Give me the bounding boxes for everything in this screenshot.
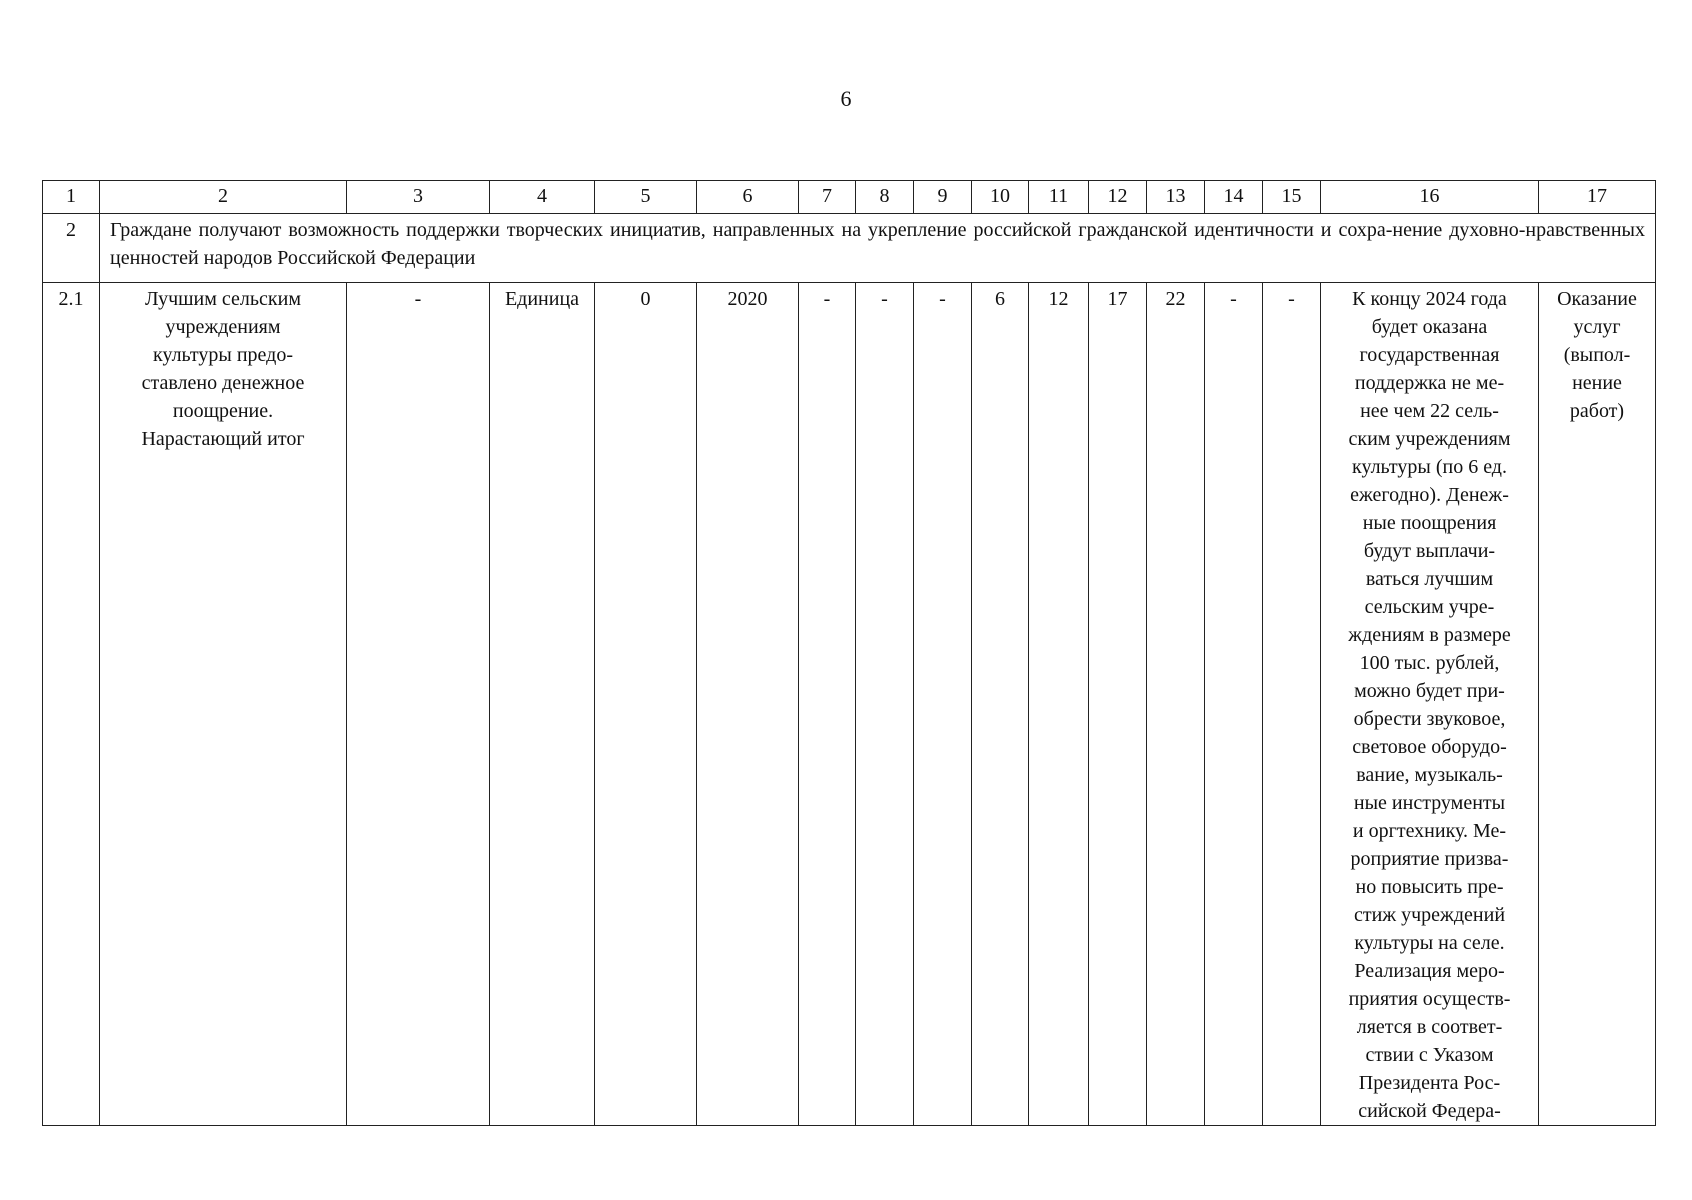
- header-cell-15: 15: [1263, 181, 1321, 214]
- text-line: нее чем 22 сель-: [1360, 400, 1499, 422]
- header-cell-8: 8: [856, 181, 914, 214]
- cell-col-13: 22: [1147, 283, 1205, 1126]
- header-cell-12: 12: [1089, 181, 1147, 214]
- header-cell-11: 11: [1029, 181, 1089, 214]
- text-line: Нарастающий итог: [141, 428, 305, 450]
- text-line: ваться лучшим: [1365, 568, 1494, 590]
- header-cell-13: 13: [1147, 181, 1205, 214]
- cell-col-15: -: [1263, 283, 1321, 1126]
- header-cell-16: 16: [1321, 181, 1539, 214]
- indicator-name: [100, 283, 347, 1126]
- text-line: будут выплачи-: [1363, 540, 1496, 562]
- group-row: [43, 214, 1656, 283]
- text-line: культуры (по 6 ед.: [1352, 456, 1507, 478]
- cell-col-8: -: [856, 283, 914, 1126]
- text-line: будет оказана: [1371, 316, 1488, 338]
- cell-col-9: -: [914, 283, 972, 1126]
- cell-col-3: -: [347, 283, 490, 1126]
- header-cell-10: 10: [972, 181, 1029, 214]
- text-line: К концу 2024 года: [1352, 288, 1507, 310]
- header-cell-6: 6: [697, 181, 799, 214]
- cell-col-14: -: [1205, 283, 1263, 1126]
- text-line: учреждениям: [165, 316, 281, 338]
- text-line: Оказание: [1557, 288, 1637, 310]
- base-value-cell: 0: [595, 283, 697, 1126]
- text-line: государственная: [1359, 344, 1500, 366]
- text-line: но повысить пре-: [1355, 876, 1504, 898]
- text-line: поддержка не ме-: [1354, 372, 1505, 394]
- text-line: роприятие призва-: [1350, 848, 1509, 870]
- text-line: поощрение.: [172, 400, 274, 422]
- header-cell-2: 2: [100, 181, 347, 214]
- text-line: вание, музыкаль-: [1356, 764, 1503, 786]
- cell-col-10: 6: [972, 283, 1029, 1126]
- result-description: [1321, 283, 1539, 1126]
- text-line: световое оборудо-: [1352, 736, 1507, 758]
- text-line: Президента Рос-: [1358, 1072, 1501, 1094]
- text-line: можно будет при-: [1354, 680, 1505, 702]
- text-line: и оргтехнику. Ме-: [1352, 820, 1507, 842]
- header-cell-14: 14: [1205, 181, 1263, 214]
- indicator-table: [42, 180, 1656, 1126]
- unit-cell: Единица: [490, 283, 595, 1126]
- base-year-cell: 2020: [697, 283, 799, 1126]
- header-cell-9: 9: [914, 181, 972, 214]
- header-cell-3: 3: [347, 181, 490, 214]
- text-line: стиж учреждений: [1353, 904, 1506, 926]
- row-number: 2.1: [43, 283, 100, 1126]
- text-line: ждениям в размере: [1348, 624, 1511, 646]
- text-line: ствии с Указом: [1365, 1044, 1494, 1066]
- text-line: сийской Федера-: [1358, 1100, 1501, 1122]
- text-line: ставлено денежное: [141, 372, 305, 394]
- table-header-row: [43, 181, 1656, 214]
- text-line: 100 тыс. рублей,: [1359, 652, 1500, 674]
- header-cell-17: 17: [1539, 181, 1656, 214]
- text-line: Лучшим сельским: [145, 288, 301, 310]
- text-line: ежегодно). Денеж-: [1350, 484, 1509, 506]
- page-number: 6: [840, 86, 852, 111]
- header-cell-5: 5: [595, 181, 697, 214]
- text-line: нение: [1572, 372, 1622, 394]
- header-cell-7: 7: [799, 181, 856, 214]
- text-line: ные инструменты: [1353, 792, 1506, 814]
- text-line: культуры предо-: [153, 344, 293, 366]
- result-type: [1539, 283, 1656, 1126]
- text-line: Реализация меро-: [1354, 960, 1505, 982]
- text-line: приятия осуществ-: [1348, 988, 1511, 1010]
- text-line: ским учреждениям: [1348, 428, 1511, 450]
- text-line: ные поощрения: [1362, 512, 1497, 534]
- text-line: ляется в соответ-: [1356, 1016, 1503, 1038]
- text-line: сельским учре-: [1364, 596, 1495, 618]
- text-line: обрести звуковое,: [1353, 708, 1506, 730]
- text-line: услуг: [1573, 316, 1621, 338]
- table-row: [43, 283, 1656, 1126]
- cell-col-7: -: [799, 283, 856, 1126]
- group-number: 2: [43, 214, 100, 283]
- cell-col-12: 17: [1089, 283, 1147, 1126]
- header-cell-4: 4: [490, 181, 595, 214]
- header-cell-1: 1: [43, 181, 100, 214]
- text-line: (выпол-: [1563, 344, 1631, 366]
- cell-col-11: 12: [1029, 283, 1089, 1126]
- text-line: культуры на селе.: [1354, 932, 1505, 954]
- group-description: Граждане получают возможность поддержки творческих инициатив, направленных на укрепление российской гражданской идентичности и сохра-нение духовно-нравственных ценностей народов Российской Федерации: [100, 214, 1656, 283]
- text-line: работ): [1569, 400, 1625, 422]
